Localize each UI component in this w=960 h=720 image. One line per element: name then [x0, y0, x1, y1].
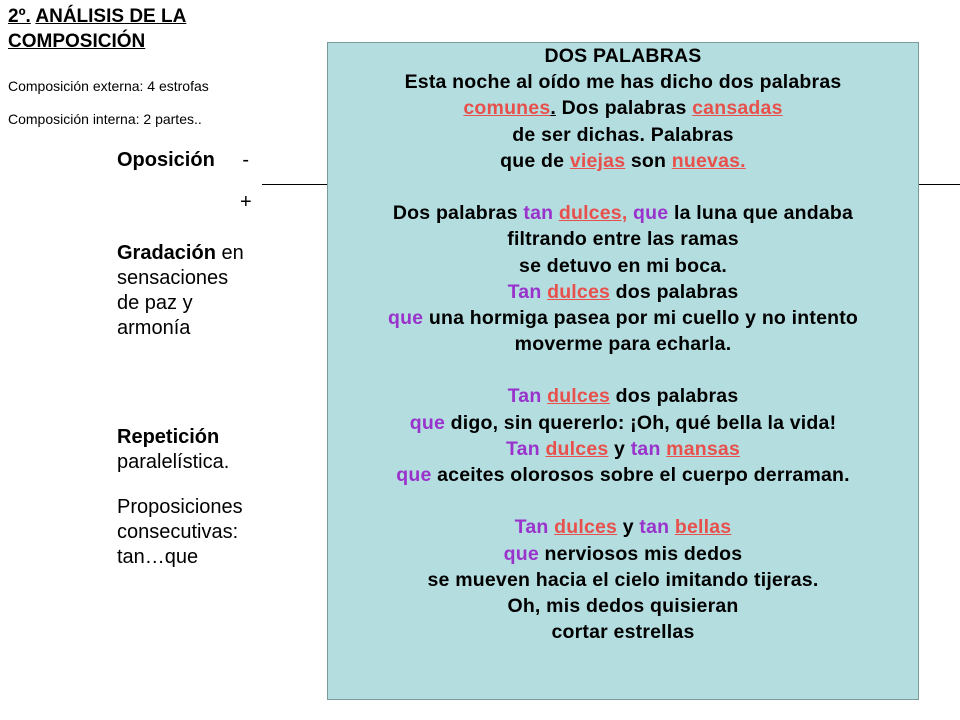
purple-word: que: [387, 306, 424, 329]
stanza-break: [328, 488, 918, 514]
poem-line: Oh, mis dedos quisieran: [507, 594, 739, 617]
purple-word: que: [409, 411, 445, 434]
highlight-word: bellas: [674, 516, 732, 539]
text-fragment: y: [608, 437, 631, 460]
purple-word: tan: [639, 516, 675, 539]
text-fragment: Dos palabras: [392, 202, 524, 225]
highlight-word: nuevas.: [671, 149, 746, 172]
highlight-word: dulces: [545, 437, 609, 460]
stanza-break: [328, 357, 918, 383]
purple-word: Tan: [514, 516, 555, 539]
poem-line: se mueven hacia el cielo imitando tijeras.: [427, 568, 819, 591]
gradacion-block: [117, 241, 244, 341]
poem-line: moverme para echarla.: [514, 333, 732, 356]
text-fragment: digo, sin quererlo: ¡Oh, qué bella la vida!: [445, 411, 837, 434]
highlight-word: mansas: [666, 437, 741, 460]
text-fragment: la luna que andaba: [668, 202, 854, 225]
oposicion-minus: -: [242, 149, 250, 171]
poem-line: [328, 305, 918, 331]
purple-word: que: [503, 542, 539, 565]
purple-word: tan: [630, 437, 667, 460]
title-number: 2º.: [8, 6, 31, 27]
purple-word: que: [396, 464, 432, 486]
gradacion-label: Gradación: [117, 242, 216, 264]
oposicion-plus: +: [240, 191, 252, 213]
stanza-break: [328, 174, 918, 200]
highlight-word: dulces: [547, 385, 611, 408]
poem-line: se detuvo en mi boca.: [519, 254, 727, 277]
text-fragment: una hormiga pasea por mi cuello y no intento: [423, 306, 859, 329]
purple-word: Tan: [507, 385, 548, 408]
poem-line: [328, 383, 918, 409]
poem-line: cortar estrellas: [551, 621, 695, 644]
poem-line: [328, 436, 918, 462]
purple-word: Tan: [507, 280, 548, 303]
text-fragment: y: [617, 516, 640, 539]
text-fragment: dos palabras: [610, 280, 739, 303]
text-fragment: aceites olorosos sobre el cuerpo derraman.: [431, 464, 850, 486]
proposiciones-block: [117, 495, 243, 570]
highlight-word: dulces: [554, 516, 618, 539]
poem-line: [328, 148, 918, 174]
poem-line: [328, 410, 918, 436]
poem-line: de ser dichas. Palabras: [512, 123, 734, 146]
proposiciones-l1: Proposiciones: [117, 496, 243, 518]
poem-line: [328, 462, 918, 488]
highlight-word: cansadas: [692, 97, 783, 120]
purple-word: tan: [523, 202, 559, 225]
text-fragment: .: [550, 97, 557, 120]
oposicion-row: [117, 148, 249, 173]
external-composition: Composición externa: 4 estrofas: [8, 78, 209, 94]
poem-title: DOS PALABRAS: [544, 45, 702, 67]
poem-line: [328, 95, 918, 121]
text-fragment: nerviosos mis dedos: [538, 542, 743, 565]
internal-composition: Composición interna: 2 partes..: [8, 111, 202, 127]
repeticion-rest: paralelística.: [117, 451, 230, 473]
purple-word: Tan: [505, 437, 546, 460]
poem-line: [328, 541, 918, 567]
oposicion-label: Oposición: [117, 149, 215, 171]
page-title: [8, 4, 308, 54]
highlight-word: dulces,: [558, 202, 628, 225]
highlight-word: viejas: [569, 149, 626, 172]
poem-line: [328, 279, 918, 305]
title-text: ANÁLISIS DE LA COMPOSICIÓN: [8, 6, 187, 52]
poem-line: [328, 514, 918, 540]
proposiciones-l3: tan…que: [117, 546, 199, 568]
poem: [328, 43, 918, 645]
purple-word: que: [627, 202, 669, 225]
repeticion-label: Repetición: [117, 426, 220, 448]
gradacion-rest4: armonía: [117, 317, 191, 339]
text-fragment: Dos palabras: [556, 97, 693, 120]
highlight-word: comunes: [463, 97, 551, 120]
poem-line: [328, 200, 918, 226]
text-fragment: dos palabras: [610, 385, 739, 408]
text-fragment: que de: [500, 149, 570, 172]
poem-box: [327, 42, 919, 700]
gradacion-rest3: de paz y: [117, 292, 193, 314]
poem-line: Esta noche al oído me has dicho dos palabras: [404, 71, 842, 94]
poem-line: filtrando entre las ramas: [507, 228, 739, 251]
repeticion-block: [117, 425, 229, 475]
text-fragment: son: [625, 149, 672, 172]
highlight-word: dulces: [547, 280, 611, 303]
gradacion-rest2: sensaciones: [117, 267, 229, 289]
gradacion-rest1: en: [215, 242, 244, 264]
proposiciones-l2: consecutivas:: [117, 521, 239, 543]
